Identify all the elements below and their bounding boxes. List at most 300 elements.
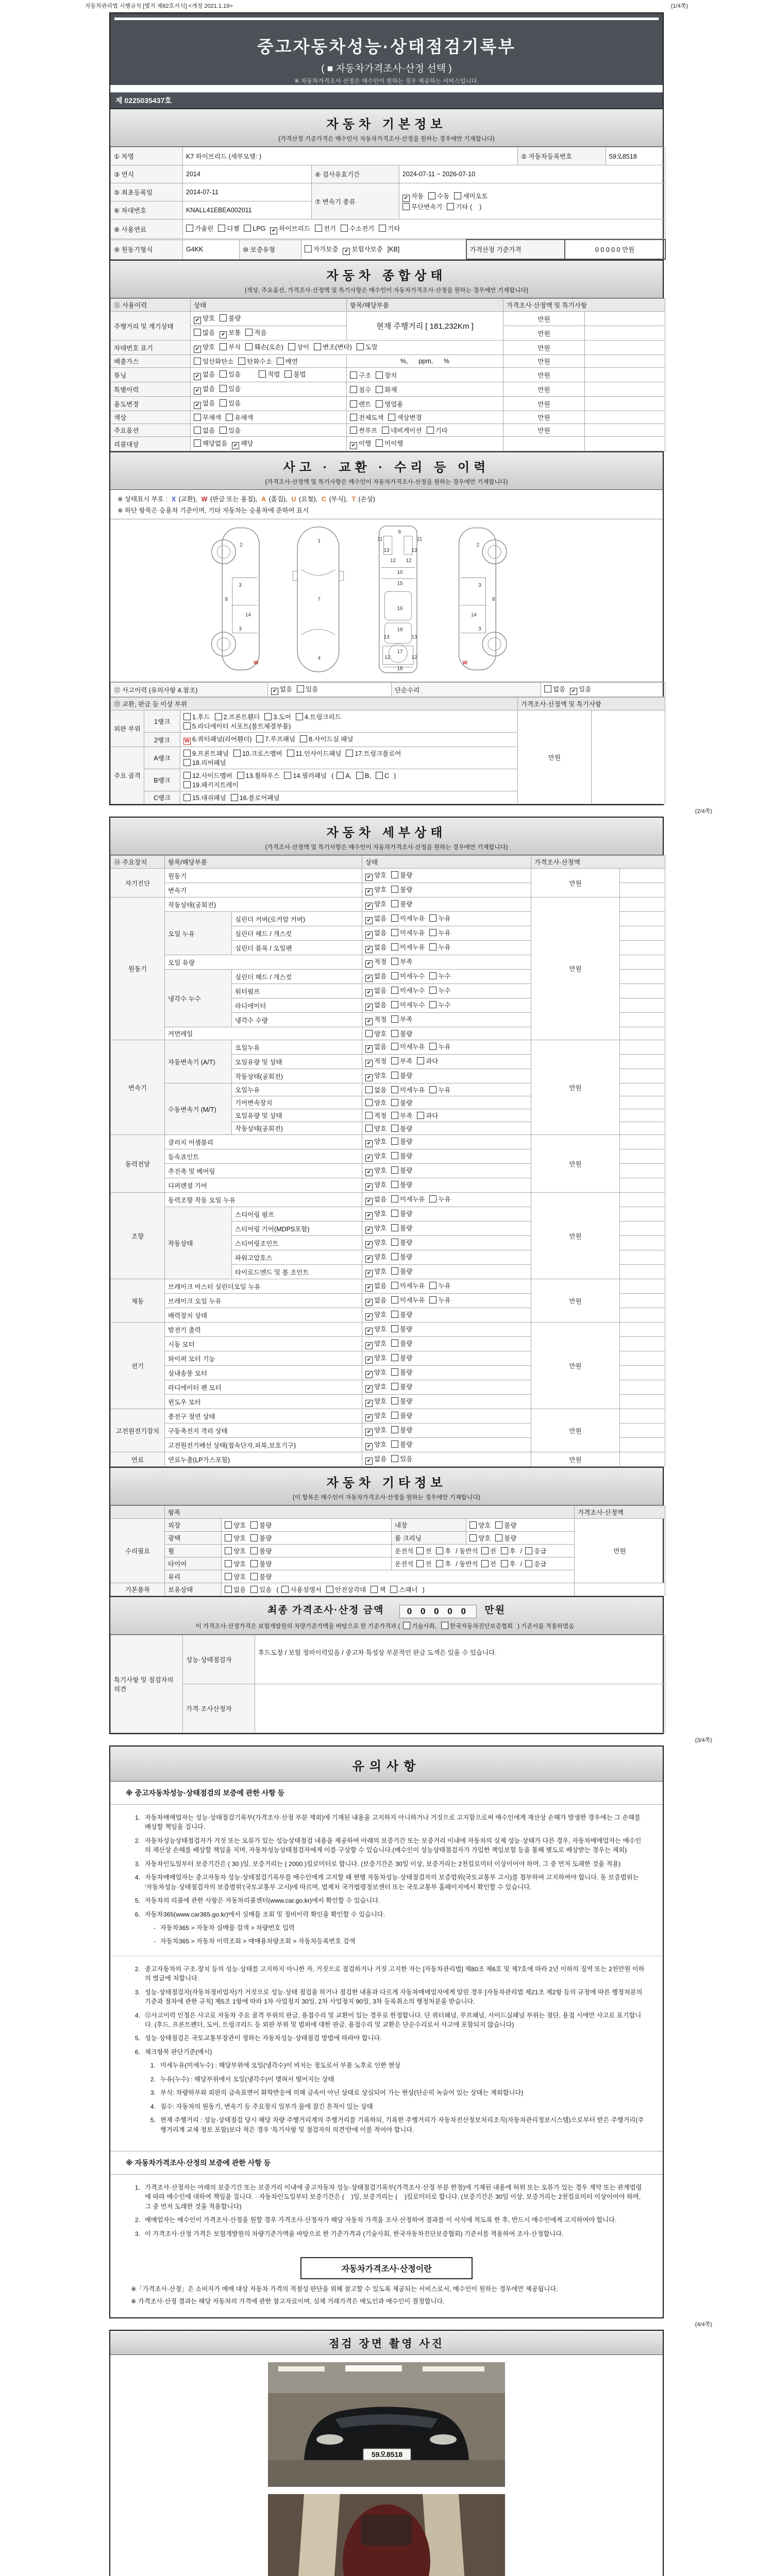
item-label: 동력조향 작동 오일 누유 — [165, 1193, 362, 1207]
table-row — [111, 1583, 665, 1596]
note-cell — [620, 1013, 665, 1027]
option-후: 후 — [501, 1546, 516, 1555]
row-label: 용도변경 — [111, 397, 191, 411]
page-number: (2/4쪽) — [695, 808, 712, 815]
note-cell — [585, 355, 665, 368]
checkbox-icon — [237, 772, 244, 779]
checkbox-icon — [183, 781, 191, 788]
diagram-part-number: 10 — [397, 570, 403, 576]
option-양호: ✔ 양호 — [365, 1353, 386, 1364]
checkbox-icon: ✔ — [365, 1414, 373, 1421]
col-header: 가격조사·산정액 및 특기사항 — [503, 299, 665, 312]
option-양호: 양호 — [365, 1124, 386, 1133]
note-cell — [620, 1351, 665, 1366]
option-전기: 전기 — [315, 224, 336, 233]
parts-rank-table — [110, 697, 665, 804]
option-양호: ✔ 양호 — [365, 1151, 386, 1162]
note-cell — [620, 1294, 665, 1308]
registration-number-value: 59오8518 — [606, 147, 665, 165]
price-cell: 만원 — [531, 897, 620, 1040]
checkbox-icon: ✔ — [365, 1284, 373, 1292]
checkbox-icon — [287, 750, 294, 757]
checkbox-icon: ✔ — [365, 1045, 373, 1053]
checkbox-icon — [436, 1560, 443, 1567]
note-cell — [620, 984, 665, 998]
simple-repair-options — [541, 683, 665, 697]
checkbox-icon — [481, 1547, 489, 1554]
item-label: 실린더 헤드 / 개스킷 — [232, 926, 362, 941]
checkbox-icon — [250, 1560, 258, 1567]
checkbox-icon — [356, 772, 363, 779]
option-불량: 불량 — [391, 899, 412, 908]
notice-list-2 — [110, 1956, 663, 2144]
status-options — [362, 1096, 531, 1109]
section-subtitle: (색상, 주요옵션, 가격조사·산정액 및 특기사항은 매수인이 자동차가격조사·산정을 원하는 경우에만 기재합니다) — [244, 287, 529, 294]
option-19.패키지트레이: 19.패키지트레이 — [183, 780, 239, 789]
option-양호: ✔ 양호 — [194, 342, 215, 353]
device-group-label: 원동기 — [111, 897, 165, 1040]
checkbox-icon — [183, 794, 191, 801]
checkbox-icon — [501, 1547, 508, 1554]
item-label: 오일누유 — [232, 1040, 362, 1055]
option-렌트: 렌트 — [350, 399, 371, 409]
item-label: 실내송풍 모터 — [165, 1366, 362, 1380]
first-registration-value: 2014-07-11 — [183, 183, 312, 201]
notice-subsection-title: ※ 자동차가격조사·산정의 보증에 관한 사항 등 — [110, 2151, 663, 2175]
item-label: 윈도우 모터 — [165, 1395, 362, 1409]
diagram-part-number: 12 — [411, 654, 417, 660]
price-cell: 만원 — [575, 1519, 665, 1583]
price-cell: 만원 — [531, 1452, 620, 1467]
option-기술사회,: 기술사회, — [403, 1622, 436, 1630]
option-누유: 누유 — [429, 913, 450, 923]
checkbox-icon — [429, 1296, 436, 1303]
checkbox-icon — [429, 943, 436, 951]
option-양호: ✔ 양호 — [365, 870, 386, 881]
checkbox-icon: ✔ — [365, 1313, 373, 1320]
diagram-part-number: 8 — [225, 597, 228, 603]
detail-row — [111, 1279, 665, 1294]
option-부식: 부식 — [220, 342, 241, 351]
text-token: 이 가격조사·산정가격은 보험개발원의 차량기준가액을 바탕으로 한 기준가격과 ( — [195, 1623, 400, 1630]
option-양호: ✔ 양호 — [365, 885, 386, 895]
item-label: 배력장치 상태 — [165, 1308, 362, 1323]
checkbox-icon: ✔ — [570, 688, 577, 695]
item-options — [347, 368, 503, 382]
notice-item — [143, 2075, 645, 2084]
status-options — [362, 1308, 531, 1323]
checkbox-icon — [391, 1210, 398, 1217]
car-diagram-svg — [113, 521, 660, 676]
status-options — [362, 1423, 531, 1438]
section-subtitle: (이 항목은 매수인이 자동차가격조사·산정을 원하는 경우에만 기재합니다) — [293, 1495, 480, 1501]
notice-item-text: 자동차매매업자는 중고자동차 성능·상태점검기록부를 매수인에게 고지할 때 현행 자동차성능·상태점검자의 보증범위(국토교통부 고시)를 첨부하여 고지하여야 합니다. 동 보증범위는 '자동차성능·상태점검자의 보증범위'(국토교통부 고시)에 따르며, 법제처 국가법령정보센터 또는 국토교통부 홈페이지에서 확인할 수 있습니다. — [145, 1874, 639, 1891]
col-header: 상태 — [191, 299, 347, 312]
checkbox-icon — [391, 1253, 398, 1260]
option-양호: 양호 — [225, 1546, 246, 1555]
model-year-value: 2014 — [183, 165, 312, 183]
option-후: 후 — [436, 1559, 451, 1568]
price-cell: 만원 — [531, 1323, 620, 1409]
option-불량: 불량 — [391, 1439, 412, 1449]
checkbox-icon — [194, 358, 201, 365]
checkbox-icon: ✔ — [232, 442, 239, 449]
checkbox-icon: ✔ — [365, 1443, 373, 1450]
status-code-legend — [110, 490, 663, 504]
option-화재: 화재 — [376, 385, 397, 394]
text-token: / 동반석 — [456, 1561, 478, 1568]
note-cell — [620, 1337, 665, 1351]
option-없음: ✔ 없음 — [365, 986, 386, 996]
status-options — [362, 1027, 531, 1040]
field-label: ① 차명 — [111, 147, 183, 165]
notice-item-text: 성능·상태점검자(자동차정비업자)가 거짓으로 성능·상태 점검을 하거나 점검한 내용과 다르게 자동차매매업자에게 알린 경우 [자동차관리법 제21조 제2항 등의 규정에 따른 행정처분의 기준과 절차에 관한 규칙] 제5조 1항에 따라 1차 사업정지 30일, 2차 사업정지 90일, 3차 등록취소의 행정처분을 받습니다. — [145, 1988, 643, 2006]
option-불량: 불량 — [391, 1338, 412, 1348]
checkbox-icon — [454, 192, 461, 199]
checkbox-icon — [427, 427, 434, 434]
checkbox-icon — [391, 1001, 398, 1008]
option-양호: ✔ 양호 — [365, 1411, 386, 1421]
option-변조(변타): 변조(변타) — [314, 342, 352, 351]
checkbox-icon — [391, 1267, 398, 1275]
notice-item-number: 2. — [135, 1837, 140, 1844]
text-token: / — [520, 1548, 523, 1555]
option-누수: 누수 — [429, 986, 450, 995]
checkbox-icon — [391, 1340, 398, 1347]
option-훼손(오손): 훼손(오손) — [245, 342, 283, 351]
detail-row — [111, 1323, 665, 1337]
checkbox-icon — [391, 1224, 398, 1231]
table-row — [111, 1635, 665, 1684]
checkbox-icon — [391, 1368, 398, 1376]
checkbox-icon — [391, 1030, 398, 1037]
checkbox-icon — [218, 225, 225, 232]
notice-item-number: 5. — [150, 2116, 156, 2124]
status-options — [362, 1265, 531, 1279]
checkbox-icon: ✔ — [271, 688, 278, 695]
basic-items-group-label: 기본품목 — [111, 1583, 165, 1596]
checkbox-icon — [429, 1282, 436, 1289]
item-label: 오일누유 — [232, 1083, 362, 1096]
checkbox-icon: ✔ — [365, 1270, 373, 1277]
option-과다: 과다 — [417, 1111, 438, 1120]
option-하이브리드: ✔ 하이브리드 — [270, 224, 310, 234]
checkbox-icon — [495, 1534, 502, 1541]
checkbox-icon — [481, 1560, 489, 1567]
notice-item — [128, 1988, 645, 2007]
checkbox-icon — [244, 225, 251, 232]
row-label: 특별이력 — [111, 382, 191, 397]
block-detail — [109, 817, 664, 1734]
note-cell — [620, 869, 665, 883]
checkbox-icon — [346, 750, 353, 757]
car-underbody-view — [377, 526, 422, 673]
col-header: 항목/해당부품 — [165, 856, 362, 869]
checkbox-icon — [428, 192, 435, 199]
status-options — [362, 1279, 531, 1294]
option-2.프론트휀더: 2.프론트휀더 — [215, 712, 260, 721]
law-reference: 자동차관리법 시행규칙 [별지 제82호서식] <개정 2021.1.19> — [85, 3, 233, 9]
option-양호: ✔ 양호 — [365, 1180, 386, 1191]
status-options — [362, 941, 531, 955]
panel-options — [180, 791, 518, 804]
option-없음: ✔ 없음 — [365, 1042, 386, 1053]
option-네비게이션: 네비게이션 — [382, 426, 422, 435]
option-불량: 불량 — [391, 1124, 412, 1133]
checkbox-icon — [350, 371, 357, 379]
price-cell: 만원 — [503, 397, 585, 411]
option-3.도어: 3.도어 — [264, 712, 291, 721]
status-options — [362, 1055, 531, 1069]
etc-info-table — [110, 1505, 665, 1596]
price-cell: 만원 — [503, 326, 585, 341]
diagram-part-number: 12 — [390, 557, 396, 564]
checkbox-icon — [391, 1296, 398, 1303]
option-불량: 불량 — [391, 1071, 412, 1080]
notice-item-text: 침수: 자동차의 원동기, 변속기 등 주요장치 일부가 물에 잠긴 흔적이 있는 상태 — [160, 2103, 373, 2110]
notice-item — [128, 2047, 645, 2057]
row-label: 내장 — [392, 1519, 466, 1532]
checkbox-icon — [250, 1534, 258, 1541]
notice-item-text: 자동차365 > 자동차 이력조회 > 매매용차량조회 > 자동차등록번호 검색 — [160, 1938, 356, 1945]
option-양호: ✔ 양호 — [365, 1338, 386, 1349]
option-불량: 불량 — [250, 1546, 272, 1555]
option-미세누유: 미세누유 — [391, 1042, 425, 1051]
checkbox-icon — [544, 685, 551, 692]
option-매연: 매연 — [277, 357, 298, 366]
notice-item-text: ⑫사고이력 인정은 사고로 자동차 주요 골격 부위의 판금, 용접수리 및 교환이 있는 경우로 한정합니다. 단 쿼터패널, 루프패널, 사이드실패널 부위는 절단, 용접 시에만 사고로 표기합니다. (후드, 프론트펜더, 도어, 트렁크리드 등 외판 부위 및 범퍼에 대한 판금, 용접수리 및 교환은 단순수리로서 사고에 포함되지 않습니다) — [145, 2011, 642, 2028]
checkbox-icon: ✔ — [365, 946, 373, 953]
checkbox-icon: ✔ — [365, 1183, 373, 1191]
notice-item-text: 자동차성능상태점검자가 거짓 또는 오류가 있는 성능상태점검 내용을 제공하여 아래의 보증기간 또는 보증거리 이내에 자동차의 실제 성능·상태가 다른 경우, 자동차매매업자는 매수인의 재산상 손해를 배상할 책임을 지며, 자동차성능상태점검자에게 이를 구상할 수 있습니다.(매수인이 성능상태점검자가 가입한 책임보험 등을 통해 별도로 배상받는 경우는 제외) — [145, 1837, 642, 1854]
detail-row — [111, 869, 665, 883]
diagram-part-number: 11 — [377, 536, 383, 543]
notice-item-text: 이 가격조사·산정 가격은 보험개발원의 차량기준가액을 바탕으로 한 기준가격과 (기술사회, 한국자동차진단보증협회) 기준서를 적용하여 조사·산정합니다. — [145, 2230, 564, 2238]
row-label: 타이어 — [165, 1557, 222, 1570]
status-options — [362, 869, 531, 883]
basic-info-table-2 — [110, 239, 666, 260]
checkbox-icon — [314, 343, 321, 350]
checkbox-icon: ✔ — [365, 903, 373, 910]
option-불량: 불량 — [391, 1029, 412, 1038]
checkbox-icon — [388, 414, 395, 421]
status-options — [191, 411, 347, 424]
diagram-part-number: 13 — [383, 634, 390, 640]
vin-value: KNALL41EBEA002011 — [183, 201, 312, 219]
checkbox-icon — [250, 1586, 258, 1593]
item-label: 작동상태(공회전) — [165, 897, 362, 912]
document-number: 제 0225035437호 — [110, 92, 663, 108]
checkbox-icon — [220, 427, 227, 434]
checkbox-icon — [341, 225, 348, 232]
checkbox-icon: ✔ — [365, 960, 373, 968]
detail-row — [111, 1452, 665, 1467]
status-options — [191, 382, 347, 397]
diagram-part-number: 19 — [397, 627, 403, 633]
final-price-line — [110, 1602, 663, 1618]
notice-item — [128, 1813, 645, 1832]
option-전체도색: 전체도색 — [350, 413, 383, 422]
diagram-part-number: 14 — [470, 612, 477, 618]
document-subtitle: ( ■ 자동차가격조사·산정 선택 ) — [321, 63, 452, 74]
diagram-part-number: 1 — [317, 538, 321, 545]
checkbox-icon — [429, 1001, 436, 1008]
status-options — [362, 1438, 531, 1452]
device-group-label: 변속기 — [111, 1040, 165, 1135]
option-없음: 없음 — [194, 426, 215, 435]
col-header: 가격조사·산정액 — [531, 856, 665, 869]
field-label: ⑧ 사용연료 — [111, 219, 183, 239]
checkbox-icon — [315, 225, 322, 232]
status-options — [466, 1532, 575, 1545]
option-11.인사이드패널: 11.인사이드패널 — [287, 749, 342, 758]
checkbox-icon — [277, 358, 284, 365]
rank-label: 1랭크 — [144, 710, 180, 733]
option-불량: 불량 — [391, 1223, 412, 1232]
checkbox-icon: ✔ — [365, 1357, 373, 1364]
note-cell — [620, 1423, 665, 1438]
option-없음: ✔ 없음 — [365, 913, 386, 924]
option-A,: A, — [337, 772, 351, 779]
note-cell — [585, 368, 665, 382]
checkbox-icon — [305, 245, 312, 252]
device-group-label: 고전원전기장치 — [111, 1409, 165, 1452]
option-15.대쉬패널: 15.대쉬패널 — [183, 793, 226, 802]
section-title: 유의사항 — [352, 1759, 421, 1773]
text-token: 운전석 — [395, 1561, 414, 1568]
option-없음: ✔ 없음 — [194, 398, 215, 409]
status-options — [222, 1519, 392, 1532]
diagram-part-number: 17 — [397, 649, 403, 655]
option-미세누유: 미세누유 — [391, 942, 425, 952]
checkbox-icon — [501, 1560, 508, 1567]
notice-item — [128, 1836, 645, 1855]
checkbox-icon — [357, 343, 364, 350]
col-header: ⑭ 주요장치 — [111, 856, 165, 869]
notice-item-text: 중고자동차의 구조·장치 등의 성능·상태를 고지하지 아니한 자, 거짓으로 점검하거나 거짓 고지한 자는 [자동차관리법] 제80조 제6호 및 제7호에 따라 2년 이하의 징역 또는 2천만원 이하의 벌금에 처합니다. — [145, 1965, 645, 1982]
checkbox-icon: ✔ — [194, 317, 201, 324]
option-도말: 도말 — [357, 342, 378, 351]
field-label: ④ 검사유효기간 — [312, 165, 399, 183]
repair-group-label: 수리필요 — [111, 1519, 165, 1583]
status-options — [191, 368, 347, 382]
option-상이: 상이 — [288, 342, 309, 351]
option-5.라디에이터 서포트(볼트체결부품): 5.라디에이터 서포트(볼트체결부품) — [183, 721, 291, 731]
checkbox-icon — [297, 685, 304, 692]
diagram-part-number: 18 — [397, 666, 403, 672]
checkbox-icon — [350, 414, 357, 421]
option-양호: ✔ 양호 — [365, 1439, 386, 1450]
option-양호: ✔ 양호 — [365, 1223, 386, 1234]
checkbox-icon — [245, 329, 253, 336]
row-label: 유리 — [165, 1570, 222, 1583]
item-label: 파워고압호스 — [232, 1250, 362, 1265]
checkbox-icon: ✔ — [365, 989, 373, 996]
note-cell — [620, 1083, 665, 1096]
option-불량: 불량 — [391, 1382, 412, 1391]
checkbox-icon: ✔ — [365, 1169, 373, 1176]
item-label: 브레이크 마스터 실린더오일 누유 — [165, 1279, 362, 1294]
option-응급: 응급 — [525, 1559, 546, 1568]
status-options — [362, 998, 531, 1013]
option-과다: 과다 — [417, 1056, 438, 1065]
checkbox-icon — [225, 1586, 232, 1593]
notice-item — [128, 1896, 645, 1905]
rank-label: B랭크 — [144, 769, 180, 791]
option-미세누유: 미세누유 — [391, 1295, 425, 1304]
option-불량: 불량 — [391, 1396, 412, 1405]
price-cell: 만원 — [503, 312, 585, 326]
option-미세누유: 미세누유 — [391, 1281, 425, 1290]
option-불량: 불량 — [250, 1520, 272, 1530]
checkbox-icon: ✔ — [365, 1060, 373, 1067]
table-row — [111, 147, 665, 165]
legend-note: ※ 하단 항목은 승용차 기준이며, 기타 자동차는 승용차에 준하여 표시 — [110, 504, 663, 519]
option-적정: ✔ 적정 — [365, 1014, 386, 1025]
text-token: ) — [393, 772, 396, 779]
checkbox-icon — [183, 750, 191, 757]
option-침수: 침수 — [350, 385, 371, 394]
option-없음: ✔ 없음 — [365, 928, 386, 939]
block-photos-sign — [109, 2330, 664, 2576]
option-미세누유: 미세누유 — [391, 1194, 425, 1204]
option-18.리어패널: 18.리어패널 — [183, 758, 226, 767]
diagram-part-number: 12 — [384, 654, 391, 660]
option-양호: 양호 — [365, 1029, 386, 1038]
note-cell — [585, 397, 665, 411]
note-cell — [620, 926, 665, 941]
diagram-part-number: 7 — [317, 597, 321, 603]
option-자동: ✔ 자동 — [402, 191, 424, 202]
checkbox-icon — [391, 1325, 398, 1332]
col-header: 가격조사·산정액 — [575, 1506, 665, 1519]
car-name-value: K7 하이브리드 (세부모델: ) — [183, 147, 518, 165]
option-적정: ✔ 적정 — [365, 1056, 386, 1067]
note-cell — [585, 437, 665, 451]
note-cell — [620, 1265, 665, 1279]
inspection-period-value: 2024-07-11 ~ 2026-07-10 — [399, 165, 665, 183]
final-price-section — [110, 1596, 663, 1635]
col-header: 상태 — [362, 856, 531, 869]
notice-item — [128, 2229, 645, 2239]
option-누유: 누유 — [429, 1085, 450, 1094]
note-cell — [620, 1040, 665, 1055]
notice-item-number: 1. — [135, 2183, 140, 2191]
device-group-label: 전기 — [111, 1323, 165, 1409]
item-label: 변속기 — [165, 883, 362, 897]
status-options — [362, 1083, 531, 1096]
option-양호: ✔ 양호 — [365, 1310, 386, 1320]
device-group-label: 연료 — [111, 1452, 165, 1467]
option-후: 후 — [436, 1546, 451, 1555]
option-안전삼각대: 안전삼각대 — [326, 1585, 366, 1594]
option-1.후드: 1.후드 — [183, 712, 210, 721]
checkbox-icon — [429, 1086, 436, 1093]
price-cell: 만원 — [503, 341, 585, 355]
note-cell — [592, 710, 665, 804]
checkbox-icon — [390, 1586, 397, 1593]
diagram-part-number: 2 — [476, 542, 480, 548]
table-row — [111, 411, 665, 424]
item-label: 커먼레일 — [165, 1027, 362, 1040]
option-불량: 불량 — [391, 870, 412, 879]
option-불량: 불량 — [391, 1425, 412, 1434]
option-양호: ✔ 양호 — [365, 1137, 386, 1147]
table-row — [111, 1684, 665, 1733]
option-기타: 기타 — [427, 426, 448, 435]
option-없음: ✔ 없음 — [365, 971, 386, 982]
price-appraisal-box-title: 자동차가격조사·산정이란 — [300, 2257, 473, 2279]
